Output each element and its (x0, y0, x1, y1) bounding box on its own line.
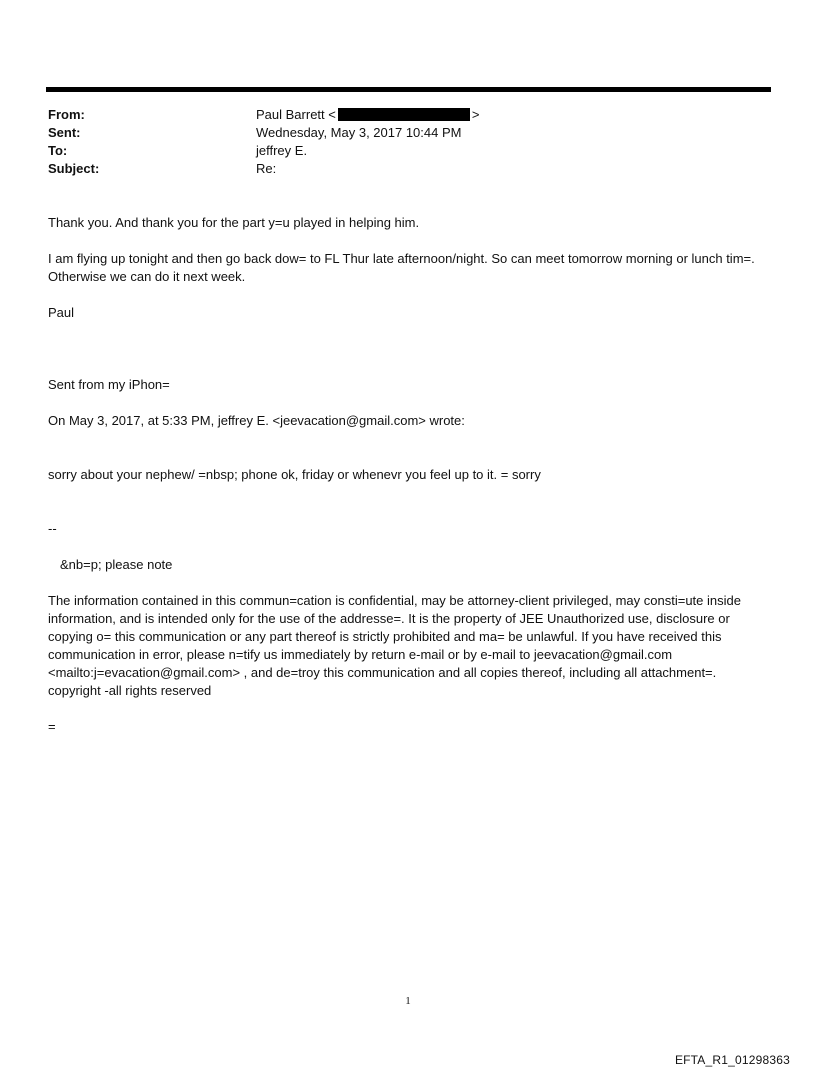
disclaimer: The information contained in this commun=cation is confidential, may be attorney-client privileged, may consti=ute inside information, and is intended only for the use of the addresse=. It is the property of JEE Unauthorized use, disclosure or copying o= this communication or any part thereof is strictly prohibited and ma= be unlawful. If you have received this communication in error, please n=tify us immediately by return e-mail or by e-mail to jeevacation@gmail.com <mailto:j=evacation@gmail.com> , and de=troy this communication and all copies thereof, including all attachment=. copyright -all rights reserved (48, 593, 741, 698)
email-body (48, 214, 763, 736)
email-header (48, 106, 768, 178)
signature: Paul (48, 305, 75, 320)
body-paragraph-1: Thank you. And thank you for the part y=u played in helping him. (48, 215, 420, 230)
from-suffix: > (471, 107, 480, 122)
sent-from-line: Sent from my iPhon= (48, 377, 170, 392)
quoted-message: sorry about your nephew/ =nbsp; phone ok, friday or whenevr you feel up to it. = sorry (48, 467, 541, 482)
subject-label: Subject: (48, 161, 100, 176)
redacted-email-box (338, 108, 470, 121)
separator: -- (48, 521, 57, 536)
sent-label: Sent: (48, 125, 81, 140)
sent-value: Wednesday, May 3, 2017 10:44 PM (256, 125, 462, 140)
sent-row (48, 124, 768, 142)
note-line: &nb=p; please note (60, 557, 173, 572)
body-paragraph-2: I am flying up tonight and then go back dow= to FL Thur late afternoon/night. So can meet tomorrow morning or lunch tim=. Otherwise we can do it next week. (48, 251, 755, 284)
trailing-mark: = (48, 719, 56, 734)
subject-value: Re: (256, 161, 277, 176)
to-label: To: (48, 143, 68, 158)
from-name: Paul Barrett < (256, 107, 336, 122)
to-row (48, 142, 768, 160)
document-id: EFTA_R1_01298363 (674, 1053, 790, 1067)
quote-intro: On May 3, 2017, at 5:33 PM, jeffrey E. <jeevacation@gmail.com> wrote: (48, 413, 465, 428)
from-row (48, 106, 768, 124)
header-rule (46, 87, 771, 92)
from-label: From: (48, 107, 85, 122)
to-value: jeffrey E. (256, 143, 308, 158)
from-value (256, 106, 768, 124)
subject-row (48, 160, 768, 178)
page-number: 1 (405, 995, 411, 1007)
